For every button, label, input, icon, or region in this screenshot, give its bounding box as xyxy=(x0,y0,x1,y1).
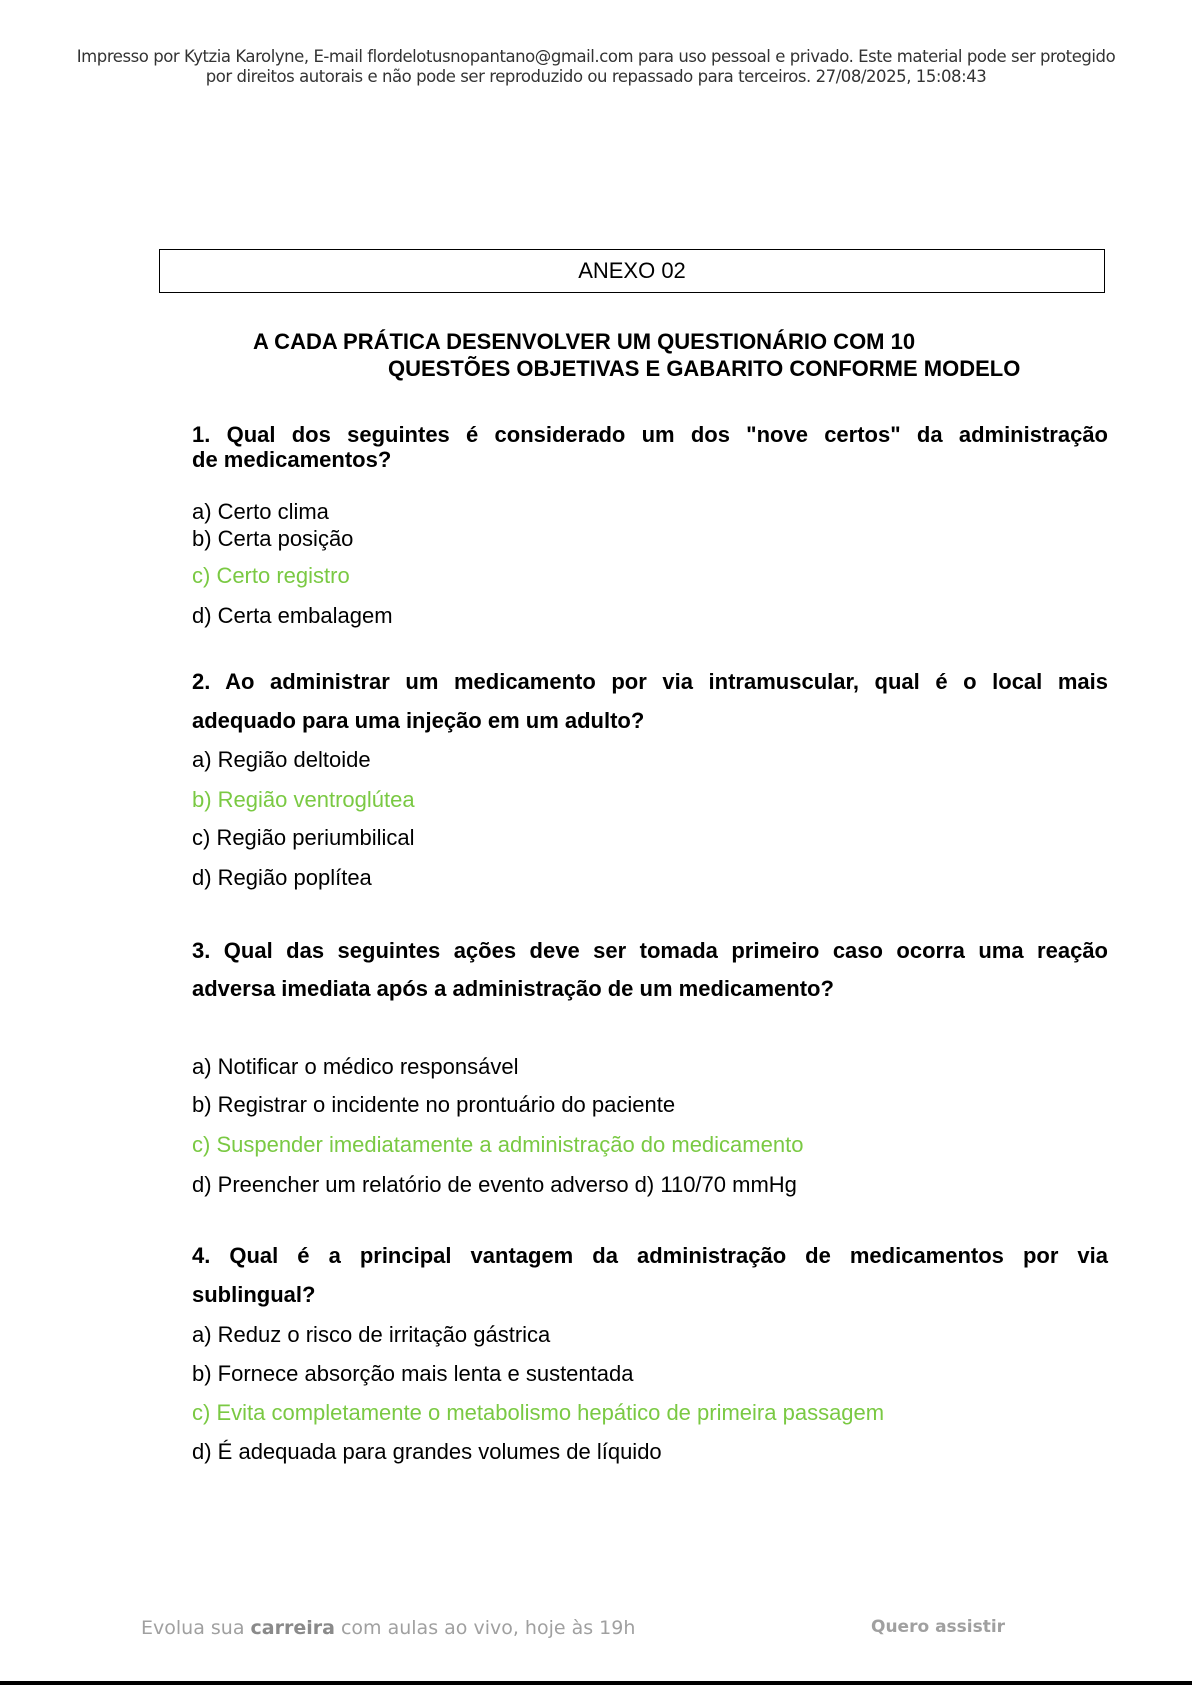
correct-answer-option: b) Região ventroglútea xyxy=(192,787,415,812)
watch-now-link[interactable]: Quero assistir xyxy=(871,1617,1006,1637)
answer-option: b) Registrar o incidente no prontuário do paciente xyxy=(192,1092,676,1117)
answer-option: b) Fornece absorção mais lenta e sustentada xyxy=(192,1361,634,1386)
promo-text-post: com aulas ao vivo, hoje às 19h xyxy=(334,1617,636,1639)
question-4-text-line: sublingual? xyxy=(192,1282,316,1307)
watermark-line-2: por direitos autorais e não pode ser reproduzido ou repassado para terceiros. 27/08/2025, 15:08:43 xyxy=(205,67,987,86)
answer-option: c) Região periumbilical xyxy=(192,825,415,850)
question-4-text-line: 4. Qual é a principal vantagem da administração de medicamentos por via xyxy=(192,1243,1108,1268)
correct-answer-option: c) Certo registro xyxy=(192,563,350,588)
answer-option: a) Certo clima xyxy=(192,499,329,524)
question-1-text-line: de medicamentos? xyxy=(192,447,392,472)
title-line-1: A CADA PRÁTICA DESENVOLVER UM QUESTIONÁRIO COM 10 xyxy=(253,329,916,354)
correct-answer-option: c) Suspender imediatamente a administração do medicamento xyxy=(192,1132,804,1157)
question-3-text-line: 3. Qual das seguintes ações deve ser tomada primeiro caso ocorra uma reação xyxy=(192,938,1108,963)
answer-option: a) Notificar o médico responsável xyxy=(192,1054,519,1079)
promo-text-bold: carreira xyxy=(250,1617,335,1639)
question-2-text-line: 2. Ao administrar um medicamento por via intramuscular, qual é o local mais xyxy=(192,669,1108,694)
answer-option: d) Certa embalagem xyxy=(192,603,393,628)
question-2-text-line: adequado para uma injeção em um adulto? xyxy=(192,708,645,733)
question-1-text-line: 1. Qual dos seguintes é considerado um dos "nove certos" da administração xyxy=(192,422,1108,447)
answer-option: d) Região poplítea xyxy=(192,865,372,890)
bottom-divider xyxy=(0,1681,1192,1685)
answer-option: a) Reduz o risco de irritação gástrica xyxy=(192,1322,551,1347)
correct-answer-option: c) Evita completamente o metabolismo hepático de primeira passagem xyxy=(192,1400,885,1425)
watermark-line-1: Impresso por Kytzia Karolyne, E-mail flordelotusnopantano@gmail.com para uso pessoal e privado. Este material pode ser protegido xyxy=(76,47,1116,66)
answer-option: d) É adequada para grandes volumes de líquido xyxy=(192,1439,662,1464)
answer-option: b) Certa posição xyxy=(192,526,354,551)
annex-label: ANEXO 02 xyxy=(159,249,1105,293)
title-line-2: QUESTÕES OBJETIVAS E GABARITO CONFORME MODELO xyxy=(388,356,1021,381)
answer-option: d) Preencher um relatório de evento adverso d) 110/70 mmHg xyxy=(192,1172,797,1197)
answer-option: a) Região deltoide xyxy=(192,747,371,772)
question-3-text-line: adversa imediata após a administração de um medicamento? xyxy=(192,976,834,1001)
promo-text xyxy=(141,1617,635,1639)
promo-text-pre: Evolua sua xyxy=(141,1617,251,1639)
